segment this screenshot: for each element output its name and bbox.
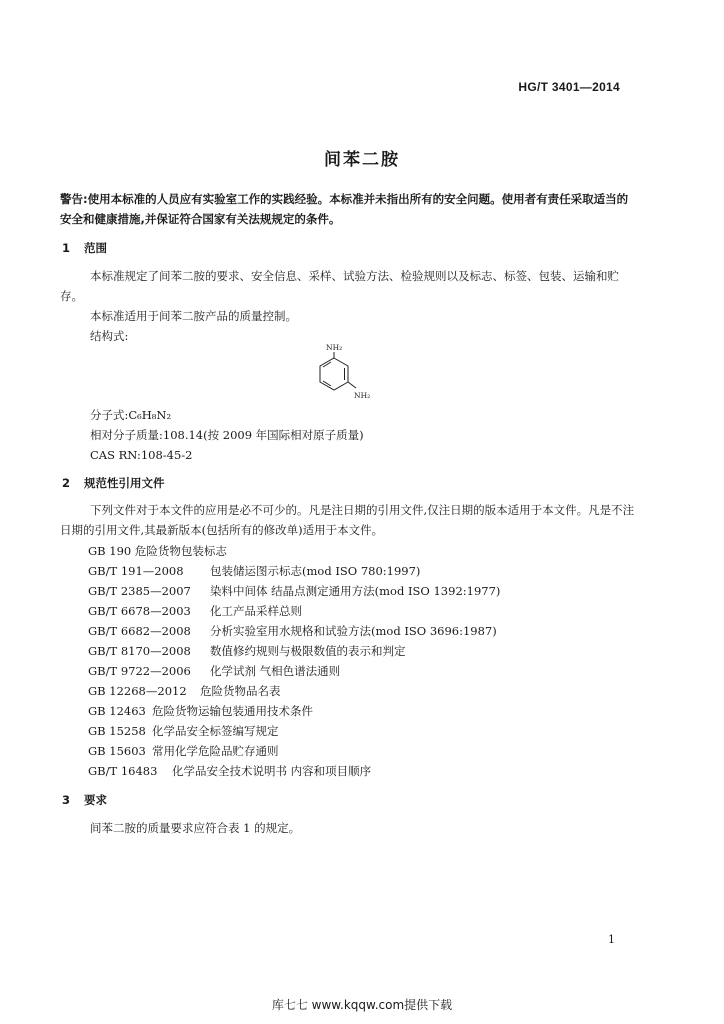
reference-title: 分析实验室用水规格和试验方法(mod ISO 3696:1987) [210,624,497,638]
section-number: 3 [62,793,71,807]
reference-title: 危险货物包装标志 [134,544,227,558]
applicability-paragraph: 本标准适用于间苯二胺产品的质量控制。 [90,309,297,323]
reference-title: 化学品安全标签编写规定 [152,724,279,738]
reference-title: 化学品安全技术说明书 内容和项目顺序 [172,764,372,778]
cas-number: CAS RN:108-45-2 [90,448,193,462]
reference-code: GB 15258 [88,724,146,738]
reference-title: 危险货物品名表 [200,684,281,698]
reference-item [88,563,420,579]
reference-item [88,623,497,639]
reference-code: GB 190 [88,544,132,558]
reference-item [88,743,279,759]
reference-code: GB/T 9722—2006 [88,664,191,678]
reference-code: GB/T 6678—2003 [88,604,191,618]
reference-title: 数值修约规则与极限数值的表示和判定 [210,644,406,658]
reference-title: 常用化学危险品贮存通则 [152,744,279,758]
structural-formula [300,340,390,410]
scope-paragraph: 本标准规定了间苯二胺的要求、安全信息、采样、试验方法、检验规则以及标志、标签、包装、运输和贮存。 [60,269,619,303]
reference-item [88,543,227,559]
amine-group-bottom: NH₂ [354,391,371,400]
reference-item [88,663,340,679]
section-title: 范围 [84,241,107,255]
reference-title: 染料中间体 结晶点测定通用方法(mod ISO 1392:1977) [210,584,501,598]
reference-code: GB/T 2385—2007 [88,584,191,598]
section-2-heading [62,475,165,491]
reference-code: GB/T 16483 [88,764,158,778]
molecular-mass: 相对分子质量:108.14(按 2009 年国际相对原子质量) [90,428,364,442]
reference-code: GB 12463 [88,704,146,718]
structure-label: 结构式: [90,329,129,343]
section-3-heading [62,792,107,808]
section-title: 规范性引用文件 [84,476,165,490]
section-number: 2 [62,476,71,490]
requirements-paragraph: 间苯二胺的质量要求应符合表 1 的规定。 [90,821,301,835]
section-number: 1 [62,241,71,255]
reference-item [88,763,371,779]
reference-item [88,603,302,619]
document-title: 间苯二胺 [324,150,400,170]
molecular-formula: 分子式:C₆H₈N₂ [90,408,172,422]
reference-title: 化工产品采样总则 [210,604,302,618]
reference-code: GB/T 6682—2008 [88,624,191,638]
safety-warning: 警告:使用本标准的人员应有实验室工作的实践经验。本标准并未指出所有的安全问题。使用者有责任采取适当的安全和健康措施,并保证符合国家有关法规规定的条件。 [60,192,629,226]
reference-item [88,683,281,699]
reference-item [88,703,313,719]
page-number: 1 [608,933,615,946]
benzene-ring [320,352,356,390]
amine-group-top: NH₂ [326,343,343,352]
reference-title: 化学试剂 气相色谱法通则 [210,664,341,678]
section-title: 要求 [84,793,107,807]
reference-item [88,643,406,659]
reference-code: GB/T 8170—2008 [88,644,191,658]
reference-code: GB 15603 [88,744,146,758]
reference-code: GB 12268—2012 [88,684,187,698]
reference-title: 危险货物运输包装通用技术条件 [152,704,313,718]
reference-item [88,723,279,739]
reference-title: 包装储运图示标志(mod ISO 780:1997) [210,564,421,578]
section-1-heading [62,240,107,256]
standard-code: HG/T 3401—2014 [518,80,620,94]
download-footer: 库七七 www.kqqw.com提供下载 [271,998,453,1012]
reference-item [88,583,500,599]
references-intro: 下列文件对于本文件的应用是必不可少的。凡是注日期的引用文件,仅注日期的版本适用于本文件。凡是不注日期的引用文件,其最新版本(包括所有的修改单)适用于本文件。 [60,503,635,537]
reference-code: GB/T 191—2008 [88,564,184,578]
